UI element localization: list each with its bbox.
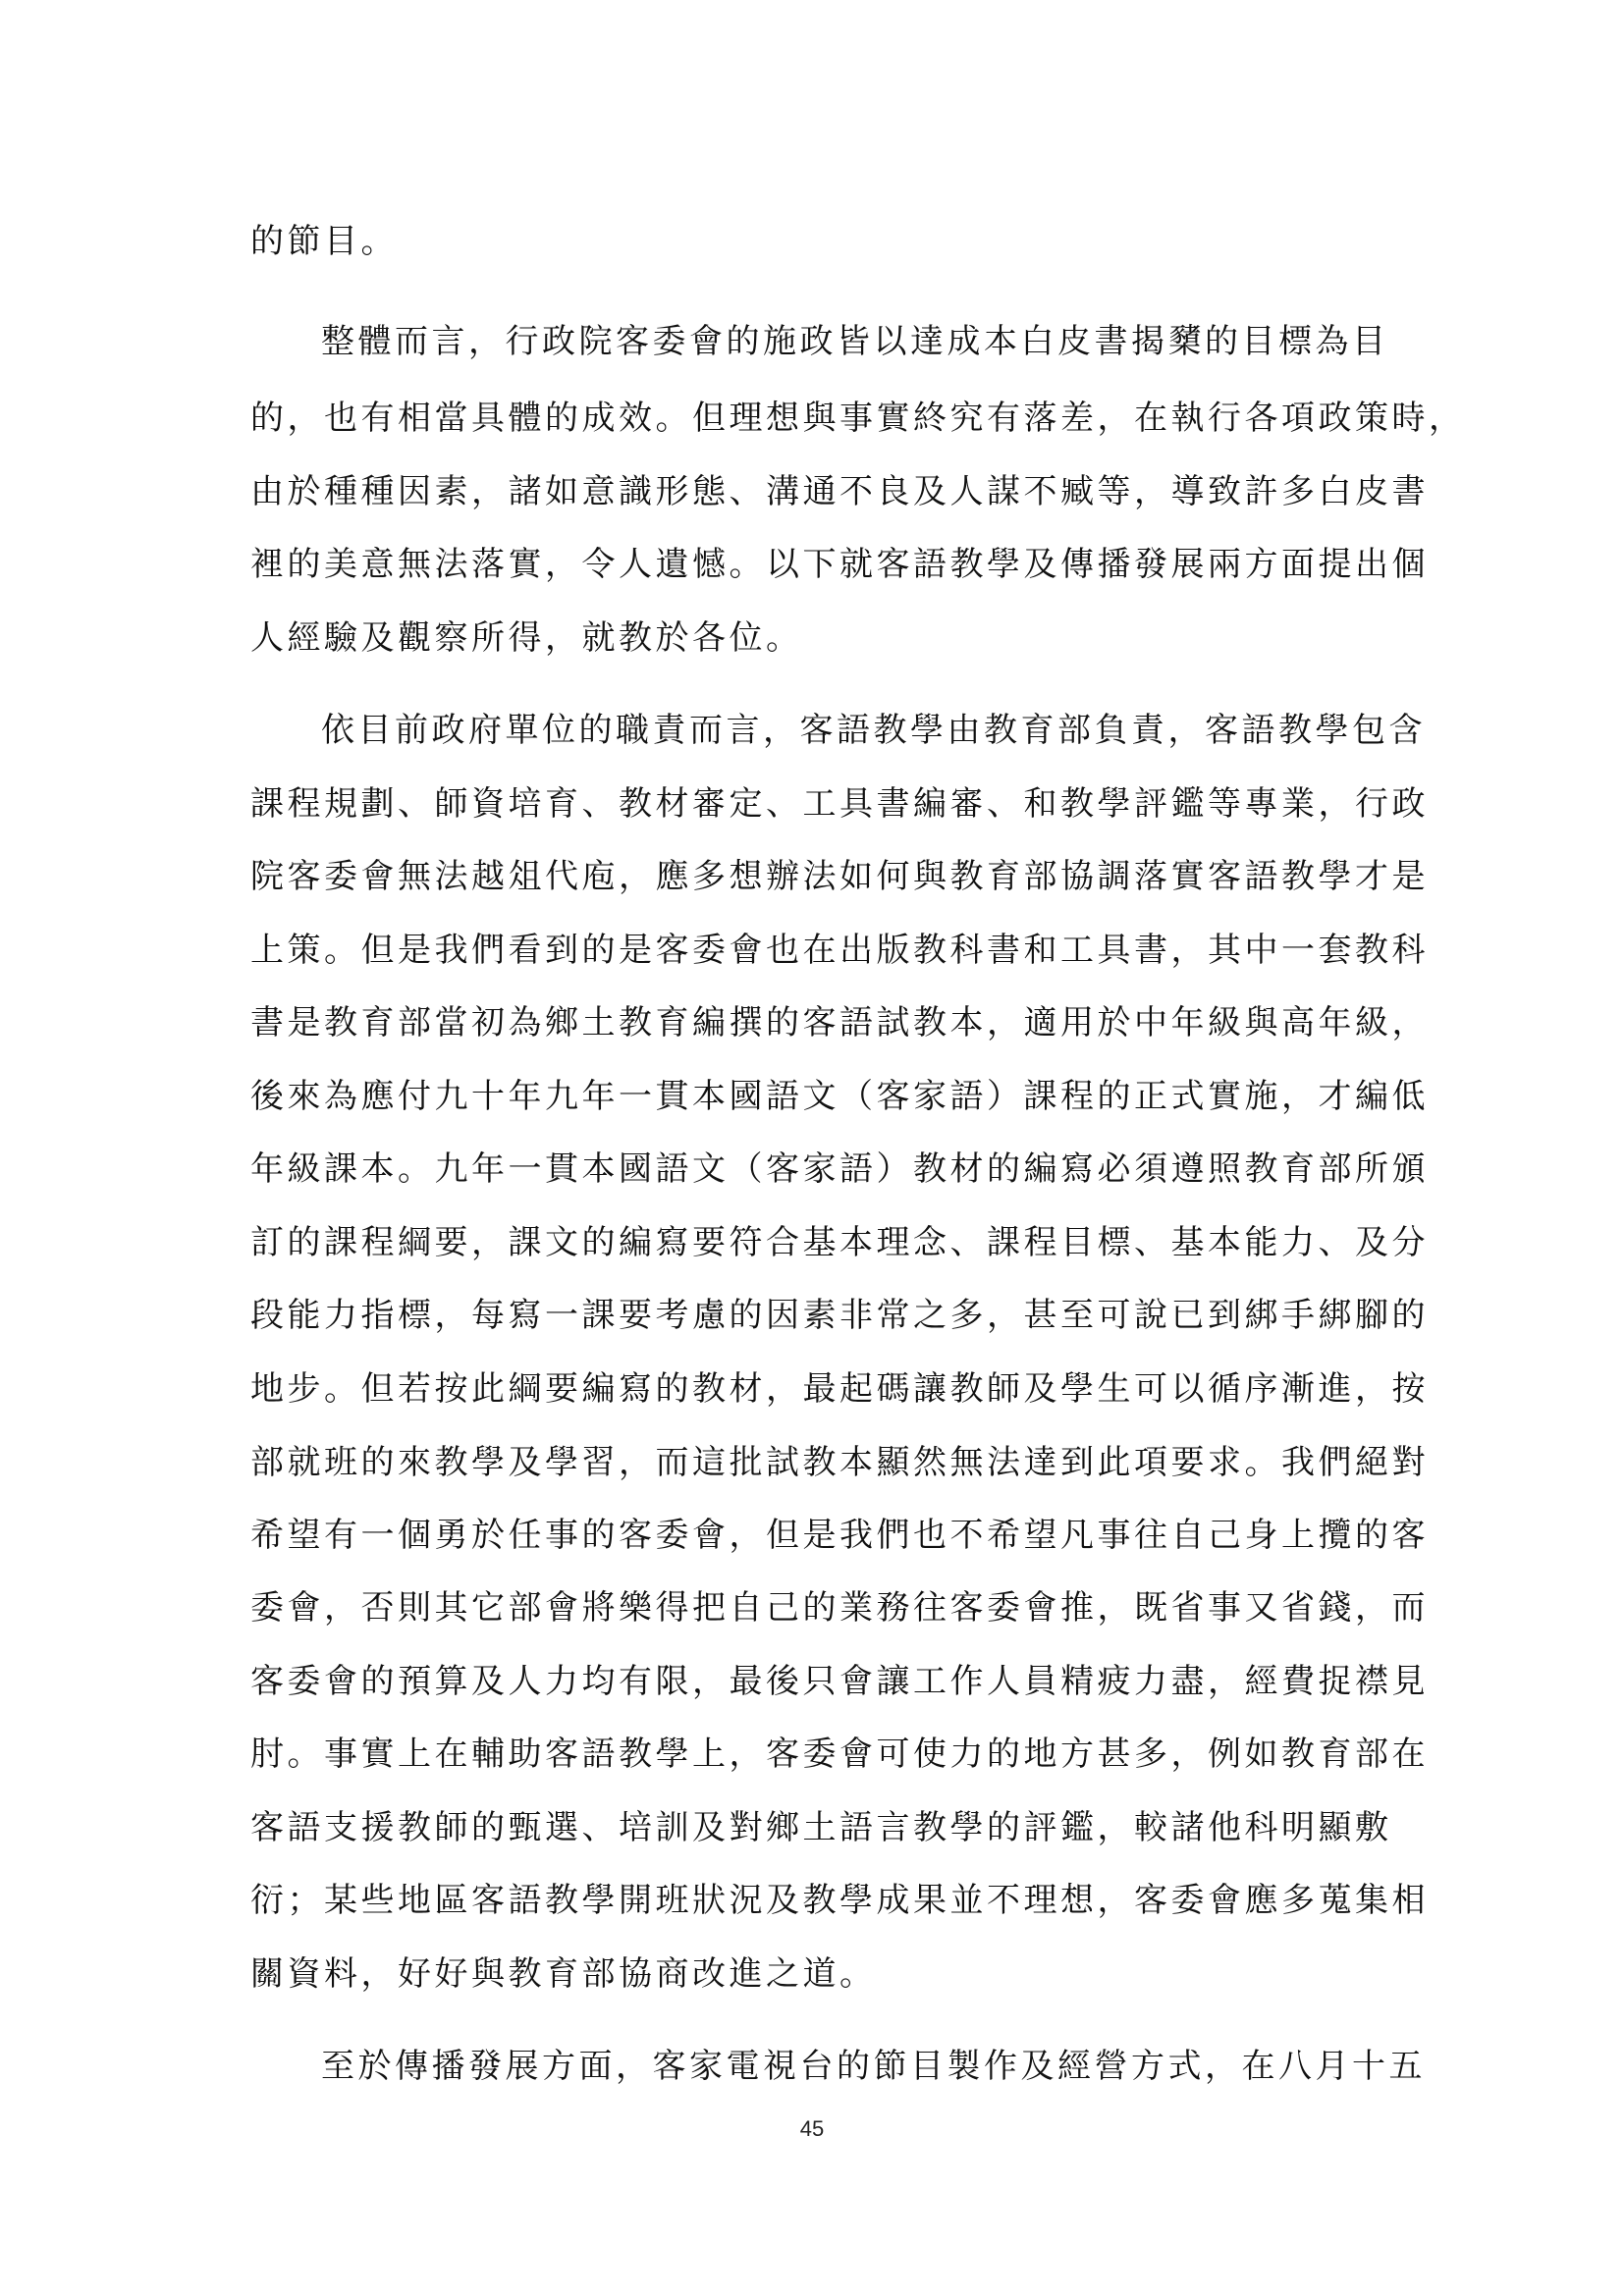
text-line: 肘。事實上在輔助客語教學上，客委會可使力的地方甚多，例如教育部在 [250, 1735, 1429, 1774]
text-line: 上策。但是我們看到的是客委會也在出版教科書和工具書，其中一套教科 [250, 931, 1429, 970]
paragraph-first-line: 整體而言，行政院客委會的施政皆以達成本白皮書揭櫫的目標為目 [321, 322, 1389, 361]
text-line: 院客委會無法越俎代庖，應多想辦法如何與教育部協調落實客語教學才是 [250, 857, 1429, 896]
text-line: 部就班的來教學及學習，而這批試教本顯然無法達到此項要求。我們絕對 [250, 1443, 1429, 1482]
text-line: 的節目。 [250, 222, 398, 261]
text-line: 地步。但若按此綱要編寫的教材，最起碼讓教師及學生可以循序漸進，按 [250, 1369, 1429, 1409]
text-line: 段能力指標，每寫一課要考慮的因素非常之多，甚至可說已到綁手綁腳的 [250, 1296, 1429, 1335]
text-line: 由於種種因素，諸如意識形態、溝通不良及人謀不臧等，導致許多白皮書 [250, 472, 1429, 511]
text-line: 人經驗及觀察所得，就教於各位。 [250, 618, 803, 658]
text-line: 衍；某些地區客語教學開班狀況及教學成果並不理想，客委會應多蒐集相 [250, 1881, 1429, 1920]
text-line: 年級課本。九年一貫本國語文（客家語）教材的編寫必須遵照教育部所頒 [250, 1149, 1429, 1189]
text-line: 客語支援教師的甄選、培訓及對鄉土語言教學的評鑑，較諸他科明顯敷 [250, 1808, 1392, 1847]
text-line: 關資料，好好與教育部協商改進之道。 [250, 1954, 877, 1994]
text-line: 委會，否則其它部會將樂得把自己的業務往客委會推，既省事又省錢，而 [250, 1588, 1429, 1628]
text-line: 裡的美意無法落實，令人遺憾。以下就客語教學及傳播發展兩方面提出個 [250, 545, 1429, 584]
paragraph-first-line: 依目前政府單位的職責而言，客語教學由教育部負責，客語教學包含 [321, 711, 1426, 750]
text-line: 書是教育部當初為鄉土教育編撰的客語試教本，適用於中年級與高年級， [250, 1003, 1429, 1042]
text-line: 課程規劃、師資培育、教材審定、工具書編審、和教學評鑑等專業，行政 [250, 784, 1429, 824]
text-line: 訂的課程綱要，課文的編寫要符合基本理念、課程目標、基本能力、及分 [250, 1223, 1429, 1262]
page-number: 45 [799, 2116, 825, 2141]
text-line: 後來為應付九十年九年一貫本國語文（客家語）課程的正式實施，才編低 [250, 1077, 1429, 1116]
paragraph-first-line: 至於傳播發展方面，客家電視台的節目製作及經營方式，在八月十五 [321, 2047, 1426, 2086]
text-line: 希望有一個勇於任事的客委會，但是我們也不希望凡事往自己身上攬的客 [250, 1516, 1429, 1555]
text-line: 的，也有相當具體的成效。但理想與事實終究有落差，在執行各項政策時， [250, 399, 1466, 438]
text-line: 客委會的預算及人力均有限，最後只會讓工作人員精疲力盡，經費捉襟見 [250, 1662, 1429, 1701]
